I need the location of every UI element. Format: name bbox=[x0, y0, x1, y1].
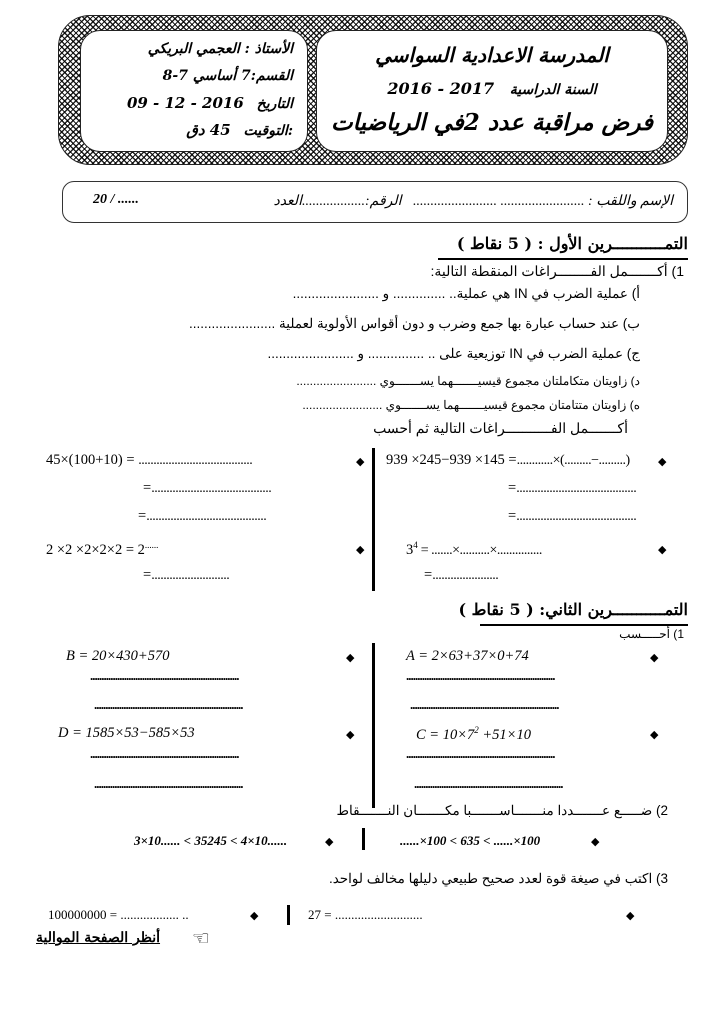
inequality-left[interactable]: 3×10...... < 35245 < 4×10...... bbox=[134, 833, 288, 848]
class-label: القسم:7 أساسي 7-8 bbox=[162, 68, 293, 84]
student-info-box bbox=[62, 181, 688, 223]
item-text[interactable]: عند حساب عبارة بها جمع وضرب و دون أقواس الأولوية لعملية ....................... bbox=[189, 316, 620, 331]
ex1-item-c bbox=[268, 346, 640, 362]
calc-right-3 bbox=[508, 508, 636, 525]
bullet-icon: ◆ bbox=[626, 909, 635, 922]
column-divider bbox=[287, 905, 290, 925]
column-divider bbox=[362, 828, 365, 850]
bullet-icon: ◆ bbox=[658, 543, 667, 556]
duration-row bbox=[186, 121, 293, 139]
calc-answer[interactable]: ...................................... bbox=[138, 453, 253, 468]
bullet-icon: ◆ bbox=[658, 455, 667, 468]
exam-title: فرض مراقبة عدد 2في الرياضيات bbox=[330, 109, 654, 136]
answer-line[interactable]: .................................................................. bbox=[406, 668, 555, 683]
calc-exponent: 4 bbox=[413, 540, 418, 550]
calc-expr: = bbox=[143, 480, 152, 496]
item-marker: ه) bbox=[629, 398, 640, 412]
item-marker: أ) bbox=[631, 286, 640, 301]
exercise1-q2: أكـــــــمل الفـــــــــــراغات التالية ثم أحسب bbox=[373, 420, 628, 436]
calc-right-2 bbox=[508, 480, 636, 497]
name-field[interactable]: ........................ ........................ bbox=[413, 194, 585, 209]
item-marker: ج) bbox=[626, 346, 640, 361]
bullet-icon: ◆ bbox=[591, 835, 600, 848]
answer-line[interactable]: .................................................................. bbox=[94, 776, 243, 791]
bullet-icon: ◆ bbox=[325, 835, 334, 848]
pointing-hand-icon: ☜ bbox=[192, 926, 210, 950]
calc-answer[interactable]: ............×(.........−.........) bbox=[516, 453, 630, 468]
ex1-item-b bbox=[189, 316, 640, 332]
column-divider bbox=[372, 448, 375, 591]
expr-A: A = 2×63+37×0+74 bbox=[406, 648, 529, 664]
exercise1-underline bbox=[438, 258, 688, 260]
answer-line[interactable]: .................................................................. bbox=[90, 668, 239, 683]
score-label: العدد bbox=[273, 194, 302, 209]
duration-value: 45 دق bbox=[186, 121, 231, 139]
exercise2-q3: 3) اكتب في صيغة قوة لعدد صحيح طبيعي دليلها مخالف لواحد. bbox=[328, 871, 668, 886]
exercise1-title: التمـــــــــــرين الأول : ( 5 نقاط ) bbox=[456, 234, 688, 253]
power-right[interactable]: 27 = ........................... bbox=[308, 907, 423, 922]
expr-C-rest: +51×10 bbox=[478, 726, 531, 743]
number-field[interactable]: .................. bbox=[301, 194, 365, 209]
school-info-box bbox=[316, 30, 668, 152]
answer-line[interactable]: .................................................................. bbox=[94, 697, 243, 712]
bullet-icon: ◆ bbox=[356, 455, 365, 468]
calc-expr: 45×(100+10) = bbox=[46, 452, 135, 468]
school-year-value: 2016 - 2017 bbox=[387, 79, 495, 98]
date-row bbox=[127, 94, 293, 112]
calc-answer[interactable]: ........................................ bbox=[146, 509, 267, 524]
item-text[interactable]: زاويتان متتامتان مجموع قيسيـــــــهما يســـــــوي ........................ bbox=[302, 398, 627, 412]
calc-left-3 bbox=[138, 508, 266, 525]
expr-D: D = 1585×53−585×53 bbox=[58, 725, 195, 741]
school-year-row bbox=[317, 79, 667, 98]
bullet-icon: ◆ bbox=[346, 728, 355, 741]
teacher-info-box bbox=[80, 30, 308, 152]
exercise2-q2: 2) ضـــــع عـــــــددا منـــــــاســـــــبا مكـــــــان النـــــــقاط bbox=[336, 803, 668, 818]
calc-answer[interactable]: ...................... bbox=[432, 568, 499, 583]
calc-answer[interactable]: ........................................ bbox=[516, 509, 637, 524]
calc-expr: 939 ×245−939 ×145 = bbox=[386, 452, 517, 468]
exercise1-q1: 1) أكـــــــمل الفــــــــراغات المنقطة التالية: bbox=[430, 263, 684, 279]
school-year-label: السنة الدراسية bbox=[509, 82, 597, 98]
calc-expr: 3 bbox=[406, 541, 414, 558]
date-label: التاريخ bbox=[256, 96, 293, 112]
calc-left-5 bbox=[143, 567, 229, 584]
expr-C-exponent: 2 bbox=[474, 725, 479, 735]
inequality-right[interactable]: ......×100 < 635 < ......×100 bbox=[400, 833, 541, 848]
name-label: الإسم واللقب : bbox=[588, 194, 673, 209]
item-text[interactable]: عملية الضرب في IN هي عملية.. .............. و ....................... bbox=[292, 286, 628, 301]
ex1-item-d bbox=[296, 374, 640, 388]
calc-left-1 bbox=[46, 452, 252, 469]
bullet-icon: ◆ bbox=[346, 651, 355, 664]
answer-line[interactable]: .................................................................. bbox=[90, 746, 239, 761]
calc-answer[interactable]: .......................... bbox=[151, 568, 230, 583]
calc-right-4 bbox=[406, 540, 542, 559]
item-text[interactable]: عملية الضرب في IN توزيعية على .. ............... و ....................... bbox=[267, 346, 624, 361]
calc-expr: 2 ×2 ×2×2×2 = 2 bbox=[46, 541, 145, 558]
ex1-item-e bbox=[302, 398, 640, 412]
item-marker: د) bbox=[630, 374, 640, 388]
calc-right-5 bbox=[424, 567, 498, 584]
power-left[interactable]: 100000000 = .................. .. bbox=[48, 907, 189, 922]
date-value: 09 - 12 - 2016 bbox=[126, 94, 244, 112]
calc-expr: = bbox=[138, 508, 147, 524]
calc-answer[interactable]: ........................................ bbox=[516, 481, 637, 496]
teacher-name: الأستاذ : العجمي البريكي bbox=[147, 41, 293, 57]
calc-expr: = bbox=[424, 567, 433, 583]
calc-right-1 bbox=[386, 452, 630, 469]
calc-expr: = bbox=[143, 567, 152, 583]
duration-label: التوقيت: bbox=[243, 123, 293, 139]
item-text[interactable]: زاويتان متكاملتان مجموع قيسيـــــــهما يســـــــوي ........................ bbox=[296, 374, 628, 388]
calc-answer[interactable]: ........................................ bbox=[151, 481, 272, 496]
ex1-item-a bbox=[293, 286, 640, 302]
student-fields bbox=[273, 193, 673, 210]
calc-exponent[interactable]: ...... bbox=[144, 540, 159, 550]
calc-expr: = bbox=[508, 480, 517, 496]
calc-expr: = bbox=[508, 508, 517, 524]
bullet-icon: ◆ bbox=[250, 909, 259, 922]
bullet-icon: ◆ bbox=[650, 651, 659, 664]
bullet-icon: ◆ bbox=[650, 728, 659, 741]
see-next-page: أنظر الصفحة الموالية bbox=[36, 930, 161, 946]
bullet-icon: ◆ bbox=[356, 543, 365, 556]
answer-line[interactable]: .................................................................. bbox=[406, 746, 555, 761]
calc-left-2 bbox=[143, 480, 271, 497]
number-label: الرقم: bbox=[364, 194, 402, 209]
exercise2-underline bbox=[480, 624, 688, 626]
calc-answer[interactable]: = .......×..........×............... bbox=[417, 542, 542, 558]
score-field[interactable]: 20 / ...... bbox=[93, 192, 139, 207]
calc-left-4 bbox=[46, 540, 158, 559]
answer-line[interactable]: .................................................................. bbox=[414, 776, 563, 791]
expr-C bbox=[416, 725, 531, 744]
answer-line[interactable]: .................................................................. bbox=[410, 697, 559, 712]
exercise2-title: التمـــــــــــرين الثاني: ( 5 نقاط ) bbox=[458, 600, 688, 619]
item-marker: ب) bbox=[622, 316, 640, 331]
column-divider bbox=[372, 643, 375, 808]
expr-B: B = 20×430+570 bbox=[66, 648, 170, 664]
school-name: المدرسة الاعدادية السواسي bbox=[375, 43, 609, 67]
exercise2-q1: 1) أحـــــسب bbox=[619, 627, 684, 641]
expr-C-base: C = 10×7 bbox=[416, 726, 475, 743]
